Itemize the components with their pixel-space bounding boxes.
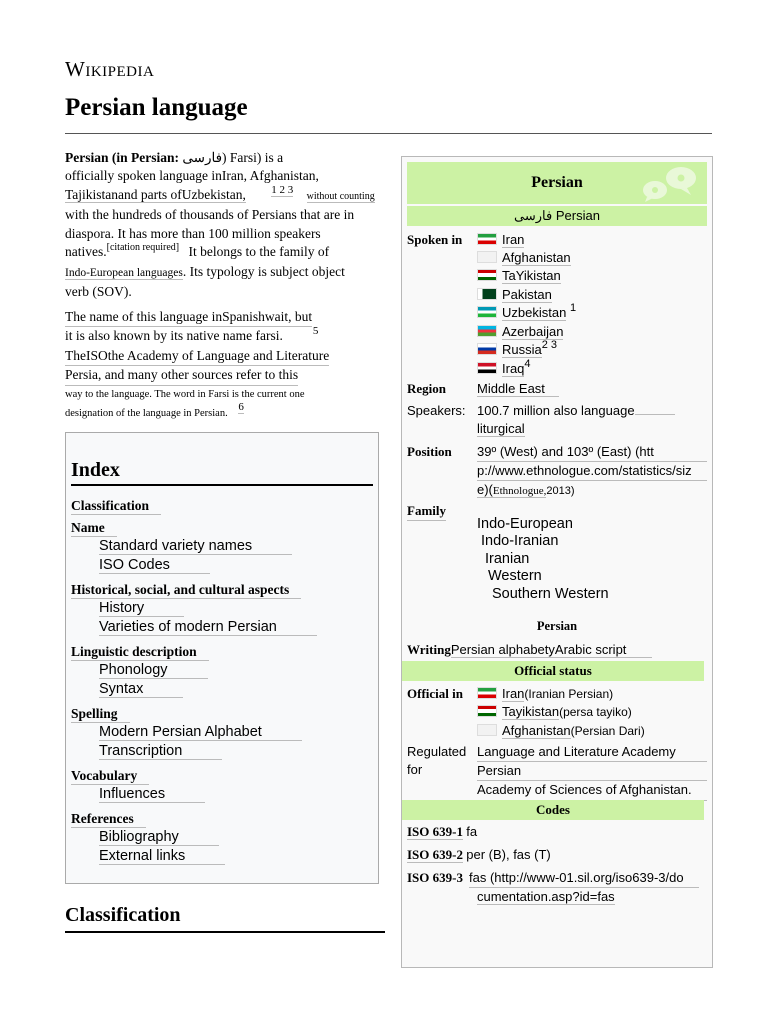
regulator-link[interactable]: Language and Literature Academy <box>477 743 707 762</box>
toc-heading: Index <box>71 459 373 486</box>
intro-lead: Persian (in Persian: <box>65 150 183 165</box>
language-infobox <box>401 156 713 968</box>
toc-item[interactable]: Influences <box>99 785 373 804</box>
family-item[interactable]: Southern Western <box>492 585 609 602</box>
wikipedia-wordmark[interactable]: Wikipedia <box>65 57 155 81</box>
name-paragraph <box>65 308 383 423</box>
table-of-contents <box>65 432 379 884</box>
family-item[interactable]: Indo-Iranian <box>481 533 559 550</box>
p2-line-5: way to the language. The word in Farsi is the current one <box>65 388 305 400</box>
official-status-band: Official status <box>402 661 704 681</box>
speech-bubbles-icon <box>641 164 699 202</box>
official-country-link[interactable]: Tayikistan <box>502 704 560 720</box>
country-link[interactable]: Russia <box>502 342 542 358</box>
country-link[interactable]: Uzbekistan <box>502 304 567 320</box>
position-line[interactable]: e)( <box>477 482 493 498</box>
position-label: Position <box>407 444 452 459</box>
p2-line-4: Persia, and many other sources refer to this <box>65 366 298 385</box>
afghanistan-flag-icon <box>477 724 497 736</box>
toc-linguistic[interactable]: Linguistic description <box>71 643 209 661</box>
ref-5[interactable]: 5 <box>312 325 319 338</box>
iso1-label[interactable]: ISO 639-1 <box>407 824 463 839</box>
country-link[interactable]: TaYikistan <box>502 268 561 284</box>
infobox-title: Persian <box>531 174 583 191</box>
country-link[interactable]: Azerbaijan <box>502 324 564 340</box>
regulator-link[interactable]: Academy of Sciences of Afghanistan. <box>477 781 707 800</box>
official-country-link[interactable]: Iran <box>502 686 525 701</box>
page-title: Persian language <box>65 94 248 121</box>
official-in-label: Official in <box>407 686 463 701</box>
toc-item[interactable]: Modern Persian Alphabet <box>99 723 373 742</box>
p2-line-2: it is also known by its native name farsi. <box>65 328 283 344</box>
title-divider <box>65 133 712 134</box>
toc-item[interactable]: Transcription <box>99 742 373 761</box>
iso3-label[interactable]: ISO 639-3 <box>407 870 463 885</box>
uzbekistan-flag-icon <box>477 306 497 318</box>
azerbaijan-flag-icon <box>477 325 497 337</box>
intro-line-4: with the hundreds of thousands of Persians that are in <box>65 207 355 223</box>
tajikistan-flag-icon <box>477 705 497 717</box>
toc-name[interactable]: Name <box>71 519 117 537</box>
toc-item[interactable]: ISO Codes <box>99 556 373 575</box>
intro-line-5: diaspora. It has more than 100 million speakers <box>65 225 321 241</box>
regulated-label: Regulated for <box>407 744 467 777</box>
ref-6[interactable]: 6 <box>238 401 244 414</box>
intro-line-6b: It belongs to the family of <box>188 244 330 260</box>
iran-flag-icon <box>477 687 497 699</box>
ref-123[interactable]: 1 2 3 <box>271 183 294 196</box>
toc-item[interactable]: History <box>99 599 373 618</box>
toc-spelling[interactable]: Spelling <box>71 705 130 723</box>
writing-label: Writing <box>407 642 451 657</box>
iso1-value: fa <box>466 824 478 839</box>
family-item[interactable]: Indo-European <box>477 516 573 532</box>
region-value[interactable]: Middle East <box>477 381 559 397</box>
spoken-in-list <box>477 231 707 380</box>
country-link[interactable]: Iraq <box>502 361 525 377</box>
intro-line-7: . Its typology is subject object <box>182 264 345 280</box>
ethnologue-link[interactable]: Ethnologue, <box>492 485 547 498</box>
russia-flag-icon <box>477 343 497 355</box>
intro-paragraph <box>65 149 383 301</box>
iraq-flag-icon <box>477 362 497 374</box>
iso3-link[interactable]: fas (http://www-01.sil.org/iso639-3/do <box>469 869 699 888</box>
official-note: (persa tayiko) <box>559 705 632 720</box>
ref-2-3[interactable]: 2 3 <box>541 339 558 352</box>
intro-line-8: verb (SOV). <box>65 283 132 299</box>
position-line[interactable]: 39º (West) and 103º (East) (htt <box>477 443 707 462</box>
toc-item[interactable]: Varieties of modern Persian <box>99 618 373 637</box>
tajikistan-flag-icon <box>477 269 497 281</box>
section-heading-classification: Classification <box>65 904 385 933</box>
infobox-title-bar <box>407 162 707 204</box>
writing-value[interactable]: Persian alphabetyArabic script <box>451 642 653 658</box>
official-country-link[interactable]: Afghanistan <box>502 722 571 738</box>
position-year: 2013) <box>546 485 575 498</box>
toc-item[interactable]: Bibliography <box>99 828 373 847</box>
p2-line-1: The name of this language inSpanishwait, but <box>65 308 312 327</box>
iso2-label[interactable]: ISO 639-2 <box>407 847 463 862</box>
intro-line-2: officially spoken language inIran, Afghanistan, <box>65 168 319 184</box>
iso2-value: per (B), fas (T) <box>466 847 551 862</box>
intro-line-6: natives. <box>65 244 107 260</box>
spoken-in-label: Spoken in <box>407 232 463 247</box>
iso2-row <box>407 847 707 863</box>
iran-flag-icon <box>477 233 497 245</box>
speakers-liturgical[interactable]: liturgical <box>477 421 525 437</box>
country-link[interactable]: Iran <box>502 232 525 247</box>
toc-historical[interactable]: Historical, social, and cultural aspects <box>71 581 301 599</box>
intro-link-countries[interactable]: Tajikistanand parts ofUzbekistan, <box>65 186 246 202</box>
p2-line-6: designation of the language in Persian. <box>65 408 228 420</box>
toc-item[interactable]: Standard variety names <box>99 537 373 556</box>
toc-classification[interactable]: Classification <box>71 497 161 515</box>
intro-native: فارسی) Farsi) is a <box>182 150 284 165</box>
official-note: (Persian Dari) <box>570 723 645 738</box>
pakistan-flag-icon <box>477 288 497 300</box>
intro-note: without counting <box>306 190 375 202</box>
family-leaf: Persian <box>536 619 578 633</box>
iso3-link[interactable]: cumentation.asp?id=fas <box>477 889 615 905</box>
family-label: Family <box>407 502 446 521</box>
indo-european-link[interactable]: Indo-European languages <box>65 267 183 280</box>
toc-item[interactable]: Syntax <box>99 680 373 699</box>
p2-line-3: TheISOthe Academy of Language and Literature <box>65 347 329 366</box>
iso1-row <box>407 824 707 840</box>
citation-needed[interactable]: [citation required] <box>106 242 180 254</box>
speakers-label: Speakers: <box>407 403 466 418</box>
afghanistan-flag-icon <box>477 251 497 263</box>
official-note: (Iranian Persian) <box>524 687 614 701</box>
toc-item[interactable]: Phonology <box>99 661 373 680</box>
ref-4[interactable]: 4 <box>524 358 531 371</box>
infobox-native-name: فارسی Persian <box>407 206 707 226</box>
country-link[interactable]: Afghanistan <box>502 250 571 266</box>
family-item[interactable]: Western <box>488 568 542 585</box>
toc-item[interactable]: External links <box>99 847 373 866</box>
region-label: Region <box>407 381 446 396</box>
toc-vocabulary[interactable]: Vocabulary <box>71 767 149 785</box>
writing-row <box>407 641 707 659</box>
regulator-link[interactable]: Persian <box>477 762 707 781</box>
toc-references[interactable]: References <box>71 810 146 828</box>
position-line[interactable]: p://www.ethnologue.com/statistics/siz <box>477 462 707 481</box>
country-link[interactable]: Pakistan <box>502 286 552 302</box>
family-item[interactable]: Iranian <box>485 550 530 567</box>
speakers-value: 100.7 million also language <box>477 403 635 418</box>
ref-1[interactable]: 1 <box>569 301 577 314</box>
codes-band: Codes <box>402 800 704 820</box>
